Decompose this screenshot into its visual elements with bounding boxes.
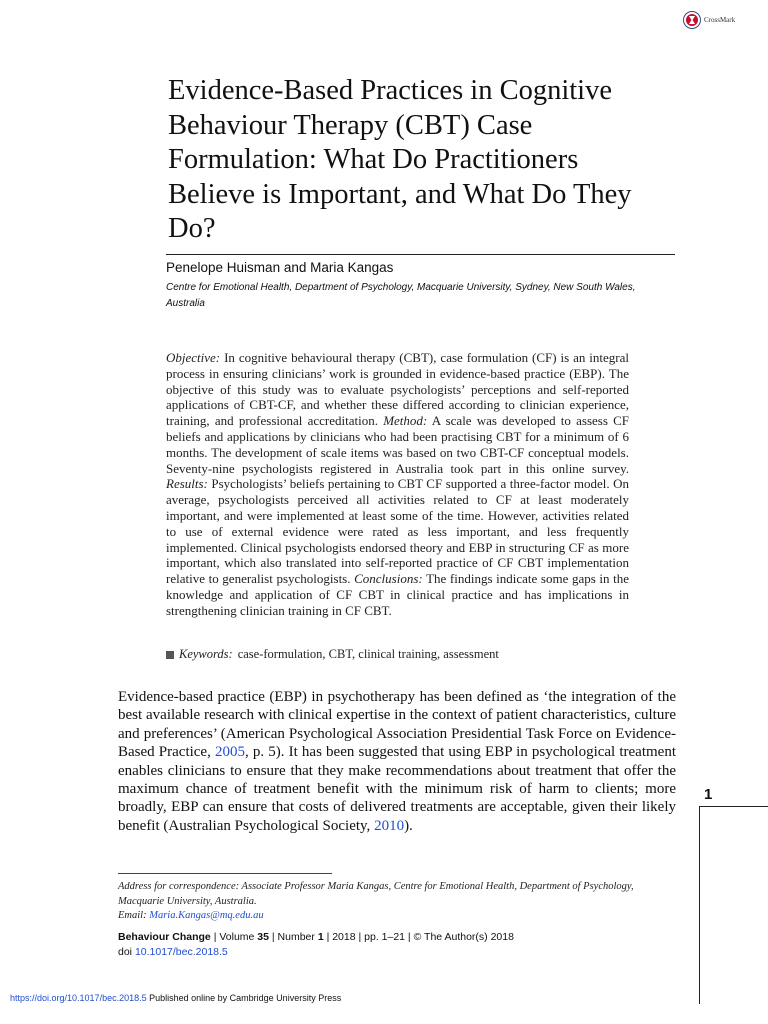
journal-copyright: | © The Author(s) 2018 (405, 931, 514, 943)
crossmark-icon (684, 12, 700, 28)
footnote-divider (118, 873, 332, 874)
abstract-conclusions-label: Conclusions: (354, 571, 423, 587)
citation-link-2005[interactable]: 2005 (214, 744, 245, 761)
abstract-method-label: Method: (383, 413, 428, 429)
article-title: Evidence-Based Practices in Cognitive Behaviour Therapy (CBT) Case Formulation: What Do Practitioners Believe is Important, and What Do They Do? (168, 75, 632, 244)
keywords (166, 647, 499, 662)
authors: Penelope Huisman and Maria Kangas (166, 260, 394, 275)
journal-number: 1 (317, 931, 324, 943)
journal-citation (118, 931, 514, 943)
doi-line (118, 946, 228, 958)
margin-rule-horizontal (699, 806, 768, 807)
affiliation: Centre for Emotional Health, Department of Psychology, Macquarie University, Sydney, New South Wales, Australia (166, 282, 636, 309)
keywords-bullet-icon (166, 651, 174, 659)
doi-link[interactable]: 10.1017/bec.2018.5 (134, 946, 228, 958)
journal-name: Behaviour Change (118, 931, 211, 943)
body-paragraph (118, 688, 676, 835)
crossmark-badge[interactable] (684, 12, 735, 28)
title-divider (166, 254, 675, 255)
crossmark-label: CrossMark (704, 16, 736, 24)
email-link[interactable]: Maria.Kangas@mq.edu.au (149, 910, 264, 921)
doi-label: doi (118, 946, 135, 958)
journal-year: | 2018 | (323, 931, 365, 943)
abstract-method-text: A scale was developed to assess CF beliefs and applications by clinicians who had been practising CBT for a minimum of 6 months. The development of scale items was based on two CBT-CF conceptual models. Seventy-nine psychologists registered in Australia took part in this online survey. (166, 413, 629, 476)
journal-volume: 35 (257, 931, 269, 943)
journal-volume-label: | Volume (210, 931, 258, 943)
keywords-text: case-formulation, CBT, clinical training, assessment (237, 647, 499, 661)
publisher-footer (10, 993, 341, 1003)
body-text-part3: ). (404, 817, 413, 834)
abstract-results-text: Psychologists’ beliefs pertaining to CBT CF supported a three-factor model. On average, psychologists perceived all activities related to CF at least moderately important, and were implemented at least some of the time. However, activities related to use of external evidence were rated as less important, and less frequently implemented. Clinical psychologists endorsed theory and EBP in structuring CF as more important, which also translated into self-reported practice of CF CBT implementation relative to generalist psychologists. (166, 476, 629, 587)
abstract-results-label: Results: (166, 476, 208, 492)
journal-pages: pp. 1–21 (364, 931, 406, 943)
body-text-part1: Evidence-based practice (EBP) in psychotherapy has been defined as ‘the integration of the best available research with clinical expertise in the context of patient characteristics, culture and preferences’ (American Psychological Association Presidential Task Force on Evidence-Based Practice, (118, 689, 676, 761)
published-note: Published online by Cambridge University Press (146, 993, 342, 1003)
keywords-label: Keywords: (179, 647, 233, 661)
body-text-part2: , p. 5). It has been suggested that using EBP in psychological treatment enables clinicians to ensure that they make recommendations about treatment that offer the maximum chance of treatment benefit with the minimum risk of harm to clients; more broadly, EBP can ensure that costs of delivered treatments are acceptable, given their likely benefit (Australian Psychological Society, (118, 744, 676, 834)
margin-rule-vertical (699, 806, 700, 1004)
correspondence-email (118, 909, 678, 924)
email-label: Email: (118, 910, 150, 921)
correspondence-address: Address for correspondence: Associate Professor Maria Kangas, Centre for Emotional Health, Department of Psychology, Macquarie University, Australia. (118, 881, 634, 907)
abstract (166, 350, 629, 619)
abstract-conclusions-text: The findings indicate some gaps in the knowledge and application of CF CBT in clinical practice and has implications in strengthening clinician training in CF CBT. (166, 571, 630, 618)
citation-link-2010[interactable]: 2010 (374, 817, 405, 834)
doi-url-link[interactable]: https://doi.org/10.1017/bec.2018.5 (10, 993, 147, 1003)
abstract-objective-text: In cognitive behavioural therapy (CBT), case formulation (CF) is an integral process in ensuring clinicians’ work is grounded in evidence-based practice (EBP). The objective of this study was to evaluate psychologists’ perceptions and self-reported applications of CBT-CF, and whether these differed according to clinician experience, training, and professional accreditation. (166, 350, 629, 429)
journal-number-label: | Number (268, 931, 318, 943)
abstract-objective-label: Objective: (166, 350, 221, 365)
footnote (118, 880, 678, 924)
page-number: 1 (704, 786, 713, 803)
